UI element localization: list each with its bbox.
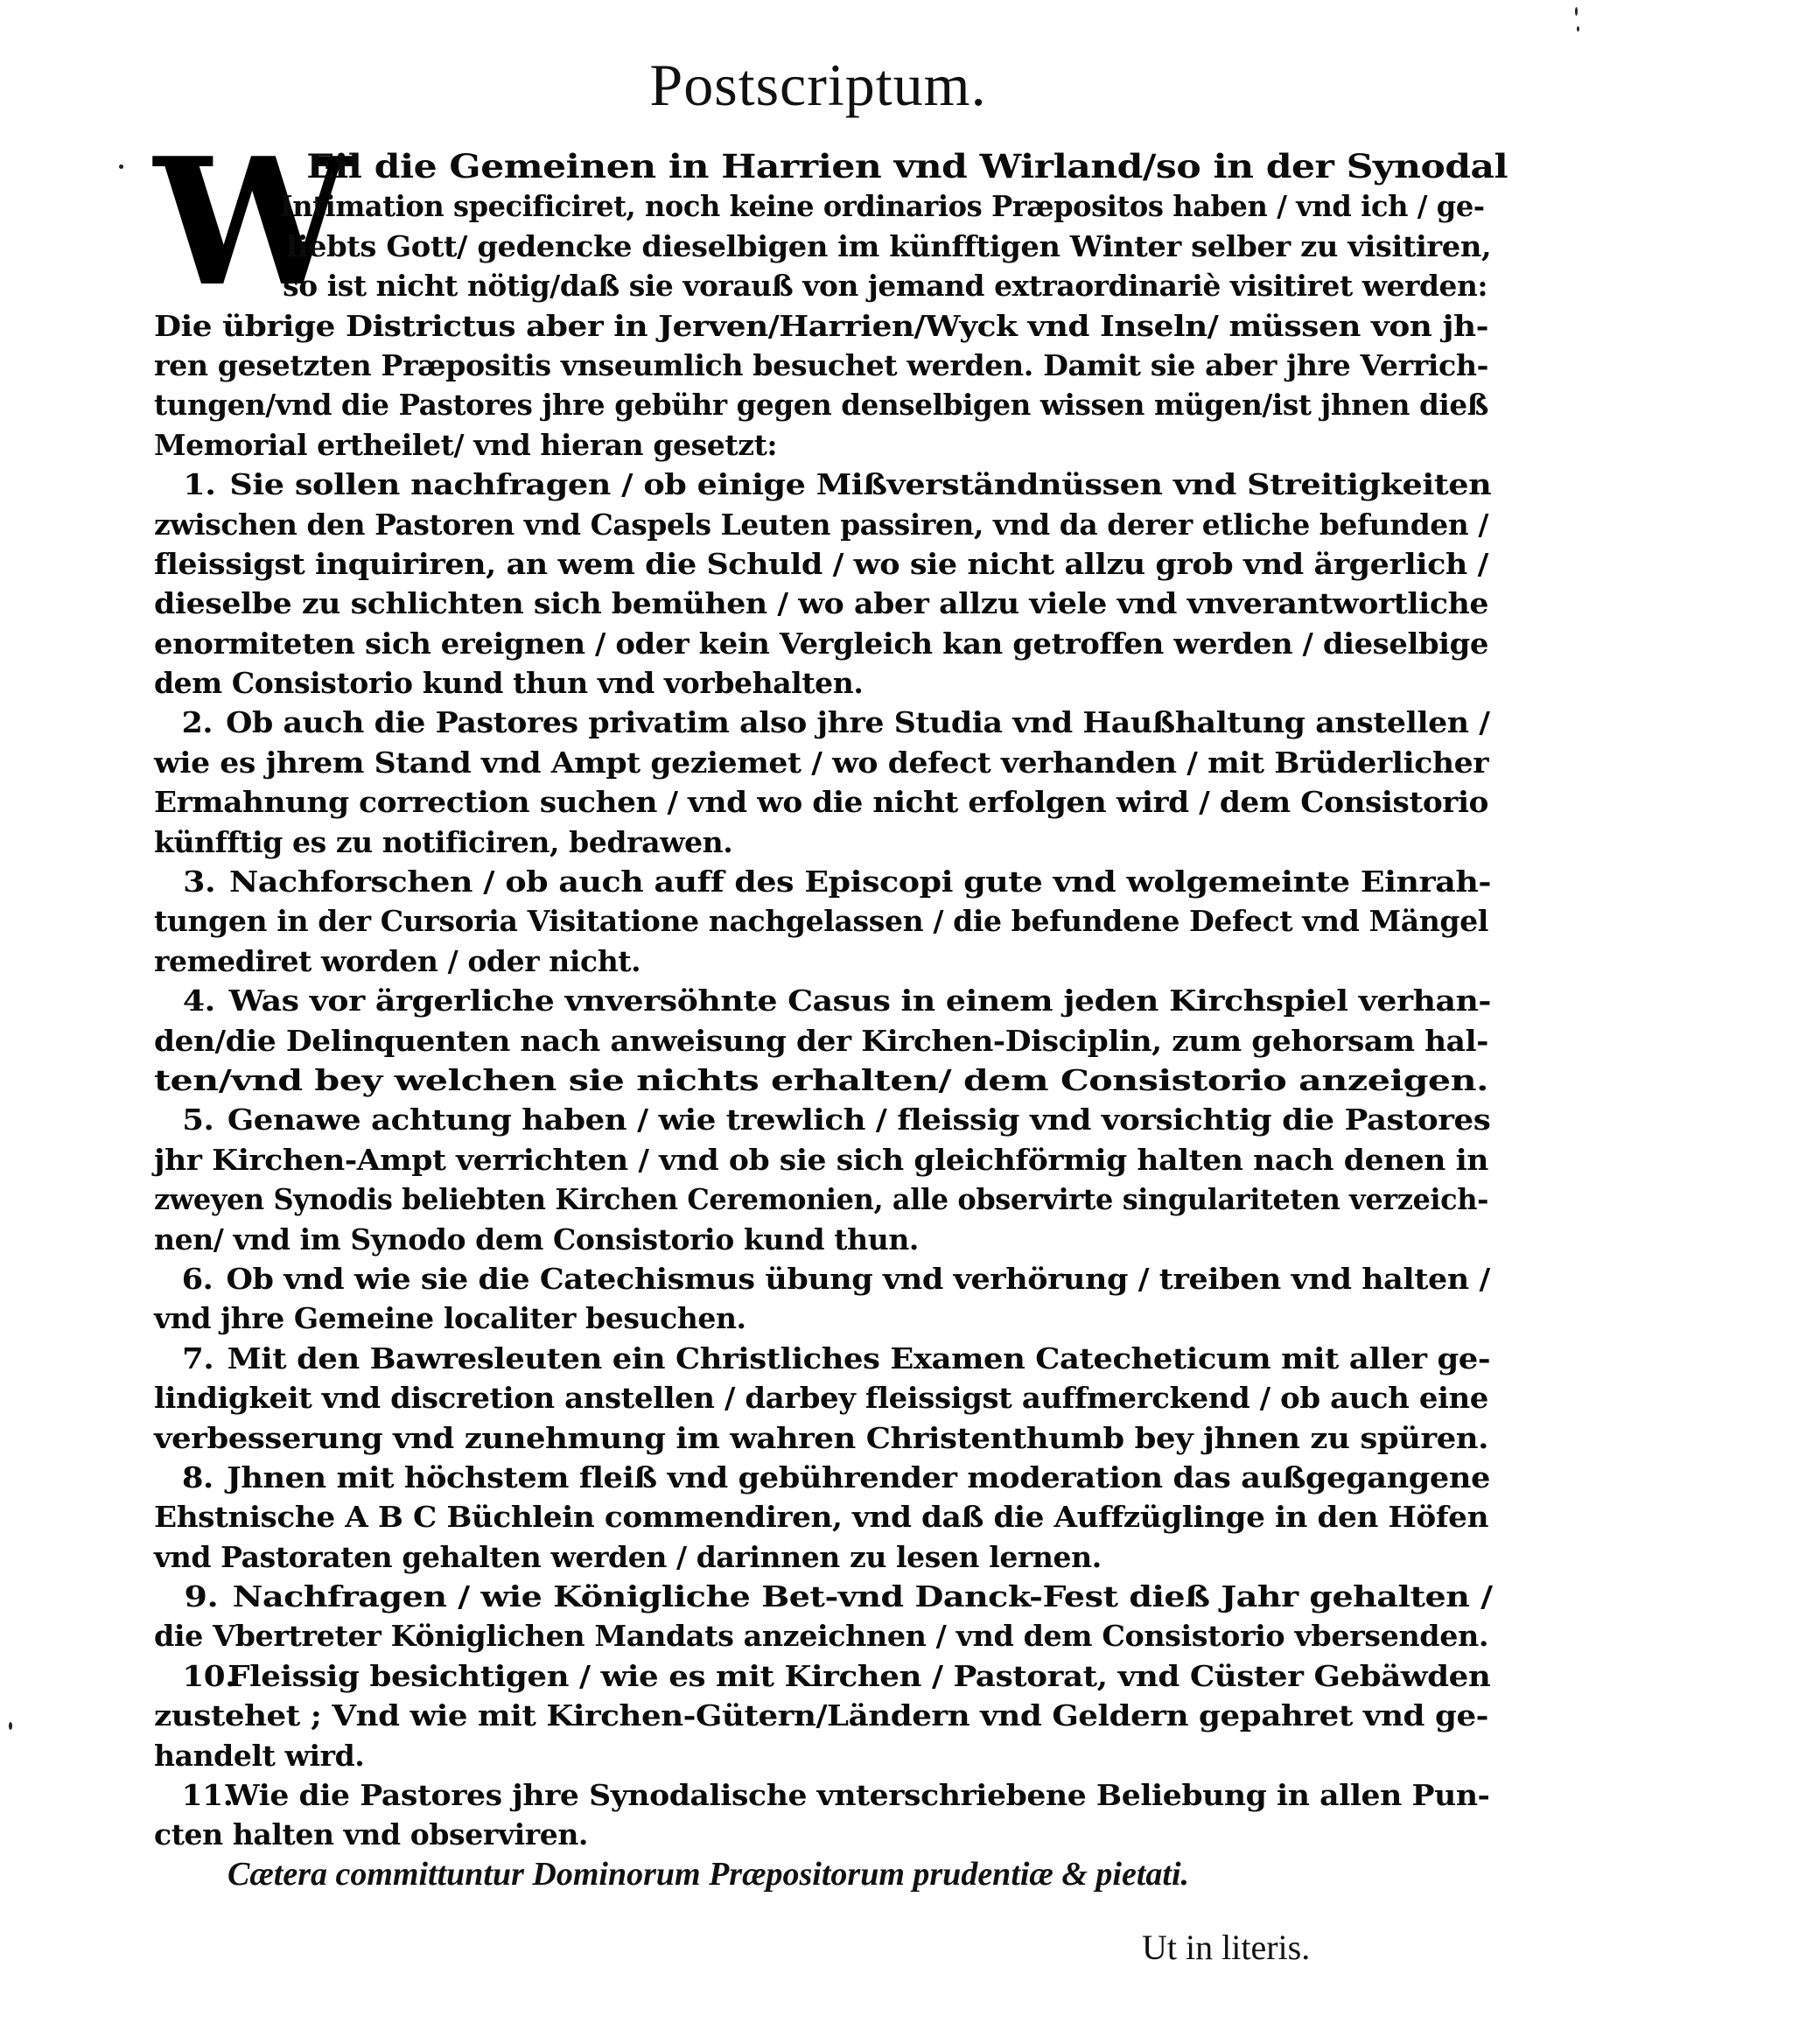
memorial-item — [154, 862, 1492, 981]
item-line: jhr Kirchen-Ampt verrichten / vnd ob sie sich gleichförmig halten nach denen in — [154, 1142, 1489, 1177]
item-line — [154, 1775, 1553, 1815]
item-line: Ermahnung correction suchen / vnd wo die nicht erfolgen wird / dem Consistorio — [154, 785, 1489, 820]
memorial-item — [154, 1656, 1491, 1775]
item-line: lindigkeit vnd discretion anstellen / darbey fleissigst auffmerckend / ob auch eine — [154, 1381, 1488, 1416]
scan-speck — [119, 164, 123, 169]
memorial-item — [154, 981, 1491, 1100]
item-line — [154, 1339, 1584, 1378]
item-line: zustehet ; Vnd wie mit Kirchen-Gütern/Ländern vnd Geldern gepahret vnd ge- — [154, 1698, 1489, 1733]
memorial-item — [154, 1458, 1488, 1577]
item-line — [154, 703, 1558, 742]
closing-remark: Cætera committuntur Dominorum Præpositorum prudentiæ & pietati. — [228, 1856, 1190, 1893]
item-number: 4. — [182, 984, 215, 1018]
item-text: Ob auch die Pastores privatim also jhre Studia vnd Haußhaltung anstellen / — [226, 705, 1490, 740]
item-line: verbesserung vnd zunehmung im wahren Christenthumb bey jhnen zu spüren. — [154, 1420, 1489, 1455]
memorial-item — [154, 1577, 1493, 1656]
item-text: Ob vnd wie sie die Catechismus übung vnd verhörung / treiben vnd halten / — [226, 1261, 1490, 1296]
intro-line: Eil die Gemeinen in Harrien vnd Wirland/so in der Synodal — [306, 147, 1508, 186]
intro-line: ren gesetzten Præpositis vnseumlich besuchet werden. Damit sie aber jhre Verrich- — [154, 347, 1489, 382]
item-number: 6. — [181, 1261, 214, 1296]
item-text: Nachfragen / wie Königliche Bet-vnd Danck-Fest dieß Jahr gehalten / — [232, 1579, 1493, 1614]
item-line — [154, 1458, 1576, 1497]
item-text: Nachforschen / ob auch auff des Episcopi gute vnd wolgemeinte Einrah- — [229, 864, 1492, 900]
memorial-item — [154, 703, 1488, 862]
scan-speck — [1577, 26, 1579, 32]
item-number: 7. — [182, 1340, 214, 1376]
memorial-item — [154, 1259, 1488, 1339]
item-line: nen/ vnd im Synodo dem Consistorio kund thun. — [154, 1222, 920, 1256]
item-line — [154, 465, 1632, 504]
item-text: Mit den Bawresleuten ein Christliches Examen Catecheticum mit aller ge- — [227, 1340, 1491, 1376]
memorial-item — [154, 1775, 1488, 1855]
item-number: 5. — [182, 1102, 214, 1138]
item-text: Genawe achtung haben / wie trewlich / fleissig vnd vorsichtig die Pastores — [227, 1102, 1491, 1138]
item-text: Was vor ärgerliche vnversöhnte Casus in einem jeden Kirchspiel verhan- — [228, 984, 1491, 1018]
drop-cap-initial: W — [154, 120, 351, 326]
memorial-item — [154, 465, 1492, 703]
memorial-item — [154, 1339, 1491, 1458]
item-line: enormiteten sich ereignen / oder kein Vergleich kan getroffen werden / dieselbige — [154, 626, 1488, 661]
item-line: fleissigst inquiriren, an wem die Schuld / wo sie nicht allzu grob vnd ärgerlich / — [154, 546, 1488, 581]
intro-line: Die übrige Districtus aber in Jerven/Harrien/Wyck vnd Inseln/ müssen von jh- — [154, 308, 1489, 343]
page-title: Postscriptum. — [649, 52, 987, 118]
item-line: künfftig es zu notificiren, bedrawen. — [154, 824, 733, 859]
item-line: vnd jhre Gemeine localiter besuchen. — [154, 1301, 746, 1336]
item-text: Jhnen mit höchstem fleiß vnd gebührender moderation das außgegangene — [227, 1460, 1490, 1494]
item-line: dem Consistorio kund thun vnd vorbehalten. — [154, 666, 864, 701]
item-line: cten halten vnd observiren. — [154, 1817, 588, 1852]
memorial-body — [154, 120, 1508, 1855]
item-line: dieselbe zu schlichten sich bemühen / wo aber allzu viele vnd vnverantwortliche — [154, 586, 1489, 621]
item-line: zweyen Synodis beliebten Kirchen Ceremonien, alle observirte singulariteten verzeich- — [154, 1182, 1488, 1217]
signature-line: Ut in literis. — [1142, 1928, 1311, 1967]
intro-paragraph — [154, 120, 1508, 465]
item-line: ten/vnd bey welchen sie nichts erhalten/ dem Consistorio anzeigen. — [154, 1062, 1488, 1097]
intro-line: liebts Gott/ gedencke dieselbigen im künfftigen Winter selber zu visitiren, — [286, 228, 1492, 263]
item-number: 9. — [184, 1579, 219, 1614]
intro-line: Memorial ertheilet/ vnd hieran gesetzt: — [154, 427, 778, 462]
item-text: Sie sollen nachfragen / ob einige Mißverständnüssen vnd Streitigkeiten — [229, 467, 1492, 502]
item-line: zwischen den Pastoren vnd Caspels Leuten passiren, vnd da derer etliche befunden / — [154, 507, 1488, 542]
item-text: Wie die Pastores jhre Synodalische vnterschriebene Beliebung in allen Pun- — [225, 1778, 1490, 1813]
scan-speck — [9, 1722, 12, 1730]
item-line — [154, 981, 1618, 1020]
item-line — [154, 862, 1626, 901]
item-line: vnd Pastoraten gehalten werden / darinnen zu lesen lernen. — [154, 1539, 1102, 1574]
item-number: 10. — [182, 1658, 236, 1693]
item-number: 2. — [181, 705, 214, 740]
item-line: die Vbertreter Königlichen Mandats anzeichnen / vnd dem Consistorio vbersenden. — [154, 1619, 1489, 1654]
item-number: 3. — [183, 864, 216, 900]
item-line: wie es jhrem Stand vnd Ampt geziemet / wo defect verhanden / mit Brüderlicher — [154, 745, 1489, 780]
item-line — [154, 1100, 1589, 1139]
item-line: remediret worden / oder nicht. — [154, 943, 641, 978]
item-number: 11. — [181, 1778, 234, 1813]
item-line: Ehstnische A B C Büchlein commendiren, vnd daß die Auffzüglinge in den Höfen — [154, 1500, 1489, 1535]
intro-line: tungen/vnd die Pastores jhre gebühr gegen denselbigen wissen mügen/ist jhnen dieß — [154, 388, 1489, 423]
item-line — [154, 1577, 1690, 1616]
item-line: tungen in der Cursoria Visitatione nachgelassen / die befundene Defect vnd Mängel — [154, 904, 1488, 939]
item-line: den/die Delinquenten nach anweisung der Kirchen-Disciplin, zum gehorsam hal- — [154, 1023, 1488, 1058]
memorial-items — [154, 465, 1493, 1855]
intro-line: so ist nicht nötig/daß sie vorauß von jemand extraordinariè visitiret werden: — [283, 269, 1488, 304]
item-number: 1. — [183, 467, 216, 502]
item-line — [154, 1259, 1566, 1298]
intro-line: Intimation specificiret, noch keine ordinarios Præpositos haben / vnd ich / ge- — [279, 189, 1485, 224]
item-number: 8. — [181, 1460, 214, 1494]
item-text: Fleissig besichtigen / wie es mit Kirchen / Pastorat, vnd Cüster Gebäwden — [228, 1658, 1491, 1693]
scan-speck — [1575, 7, 1578, 16]
item-line: handelt wird. — [154, 1738, 365, 1773]
item-line — [154, 1656, 1595, 1696]
memorial-item — [154, 1100, 1491, 1259]
